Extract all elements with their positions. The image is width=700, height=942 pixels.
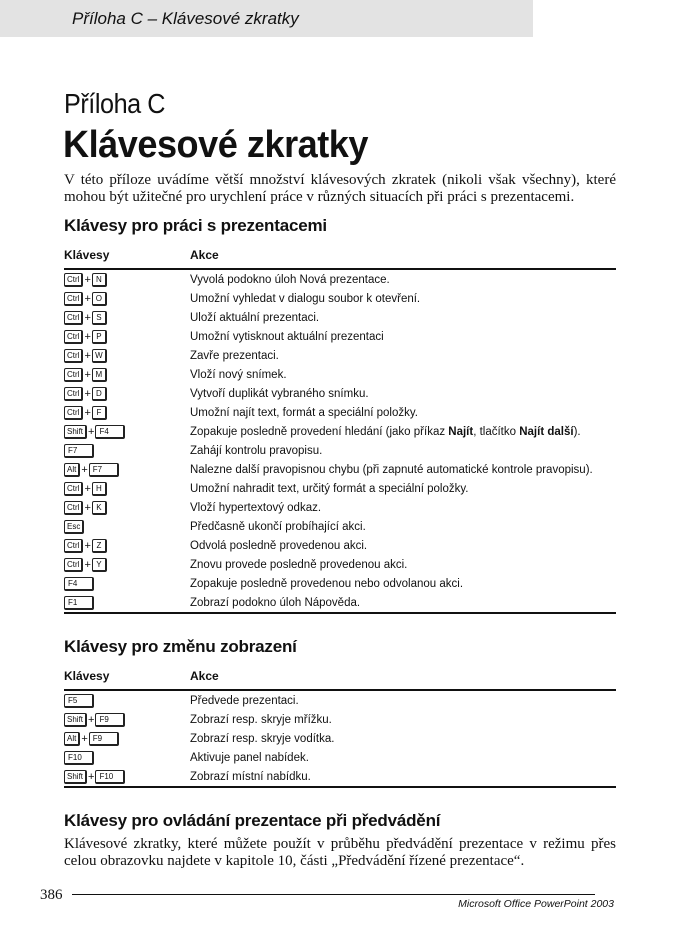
plus-sign: + bbox=[88, 425, 95, 438]
running-header bbox=[0, 0, 533, 37]
keycap-h: H bbox=[92, 482, 107, 496]
keycap-shift: Shift bbox=[64, 770, 87, 784]
table-row bbox=[64, 710, 616, 729]
table-row bbox=[64, 691, 616, 710]
keycap-ctrl: Ctrl bbox=[64, 387, 83, 401]
keycap-f7: F7 bbox=[64, 444, 94, 458]
shortcut-keys bbox=[64, 444, 190, 458]
table-row bbox=[64, 270, 616, 289]
running-header-text: Příloha C – Klávesové zkratky bbox=[72, 9, 299, 28]
keycap-p: P bbox=[92, 330, 107, 344]
keycap-f9: F9 bbox=[95, 713, 125, 727]
keycap-f10: F10 bbox=[64, 751, 94, 765]
table-row bbox=[64, 327, 616, 346]
keycap-shift: Shift bbox=[64, 713, 87, 727]
shortcut-keys bbox=[64, 368, 190, 382]
shortcut-keys bbox=[64, 713, 190, 727]
keycap-f7: F7 bbox=[89, 463, 119, 477]
keycap-alt: Alt bbox=[64, 732, 80, 746]
table-row bbox=[64, 441, 616, 460]
table-row bbox=[64, 346, 616, 365]
table-body bbox=[64, 270, 616, 614]
command-name: Najít bbox=[448, 425, 474, 438]
shortcut-keys bbox=[64, 349, 190, 363]
shortcut-keys bbox=[64, 751, 190, 765]
table-row bbox=[64, 729, 616, 748]
keycap-d: D bbox=[92, 387, 107, 401]
plus-sign: + bbox=[84, 292, 91, 305]
shortcut-keys bbox=[64, 425, 190, 439]
keycap-ctrl: Ctrl bbox=[64, 349, 83, 363]
keycap-o: O bbox=[92, 292, 107, 306]
table-row bbox=[64, 289, 616, 308]
table-row bbox=[64, 593, 616, 612]
table-row bbox=[64, 403, 616, 422]
keycap-s: S bbox=[92, 311, 107, 325]
shortcut-keys bbox=[64, 311, 190, 325]
keycap-f4: F4 bbox=[95, 425, 125, 439]
footer-book-title: Microsoft Office PowerPoint 2003 bbox=[458, 898, 614, 910]
table-body bbox=[64, 691, 616, 788]
action-text: Předčasně ukončí probíhající akci. bbox=[190, 520, 366, 533]
action-text: Umožní vytisknout aktuální prezentaci bbox=[190, 330, 384, 343]
action-text: Zahájí kontrolu pravopisu. bbox=[190, 444, 323, 457]
shortcut-keys bbox=[64, 539, 190, 553]
action-text: Předvede prezentaci. bbox=[190, 694, 299, 707]
keycap-w: W bbox=[92, 349, 107, 363]
table-row bbox=[64, 384, 616, 403]
keycap-ctrl: Ctrl bbox=[64, 273, 83, 287]
shortcut-keys bbox=[64, 694, 190, 708]
action-text: Zobrazí resp. skryje vodítka. bbox=[190, 732, 335, 745]
section-heading-slideshow: Klávesy pro ovládání prezentace při předvádění bbox=[64, 811, 441, 830]
action-text: Zopakuje posledně provedení hledání (jako příkaz Najít, tlačítko Najít další). bbox=[190, 425, 581, 438]
keycap-f5: F5 bbox=[64, 694, 94, 708]
keycap-ctrl: Ctrl bbox=[64, 501, 83, 515]
action-text: Znovu provede posledně provedenou akci. bbox=[190, 558, 408, 571]
plus-sign: + bbox=[84, 311, 91, 324]
action-text: Zopakuje posledně provedenou nebo odvolanou akci. bbox=[190, 577, 464, 590]
plus-sign: + bbox=[84, 501, 91, 514]
action-text: Zobrazí podokno úloh Nápověda. bbox=[190, 596, 361, 609]
plus-sign: + bbox=[84, 482, 91, 495]
keycap-m: M bbox=[92, 368, 107, 382]
plus-sign: + bbox=[84, 330, 91, 343]
table-row bbox=[64, 365, 616, 384]
command-name: Najít další bbox=[519, 425, 574, 438]
table-row bbox=[64, 308, 616, 327]
page-number: 386 bbox=[40, 887, 63, 903]
keycap-ctrl: Ctrl bbox=[64, 292, 83, 306]
footer-divider bbox=[72, 894, 595, 895]
keycap-shift: Shift bbox=[64, 425, 87, 439]
plus-sign: + bbox=[84, 273, 91, 286]
shortcut-keys bbox=[64, 463, 190, 477]
plus-sign: + bbox=[84, 539, 91, 552]
keycap-k: K bbox=[92, 501, 107, 515]
shortcut-keys bbox=[64, 330, 190, 344]
plus-sign: + bbox=[84, 387, 91, 400]
action-text: Aktivuje panel nabídek. bbox=[190, 751, 309, 764]
table-row bbox=[64, 536, 616, 555]
intro-paragraph: V této příloze uvádíme větší množství klávesových zkratek (nikoli však všechny), které mohou být užitečné pro urychlení práce v různých situacích při práci s prezentacemi. bbox=[64, 172, 616, 205]
action-text: Zavře prezentaci. bbox=[190, 349, 279, 362]
shortcut-keys bbox=[64, 732, 190, 746]
table-row bbox=[64, 498, 616, 517]
keycap-ctrl: Ctrl bbox=[64, 368, 83, 382]
action-text: Vloží nový snímek. bbox=[190, 368, 287, 381]
action-text: Vyvolá podokno úloh Nová prezentace. bbox=[190, 273, 390, 286]
column-header-keys: Klávesy bbox=[64, 248, 110, 262]
table-row bbox=[64, 422, 616, 441]
shortcut-keys bbox=[64, 292, 190, 306]
action-text: Uloží aktuální prezentaci. bbox=[190, 311, 320, 324]
table-row bbox=[64, 555, 616, 574]
shortcut-keys bbox=[64, 596, 190, 610]
action-text: Zobrazí resp. skryje mřížku. bbox=[190, 713, 332, 726]
keycap-alt: Alt bbox=[64, 463, 80, 477]
plus-sign: + bbox=[84, 349, 91, 362]
action-text: Nalezne další pravopisnou chybu (při zapnuté automatické kontrole pravopisu). bbox=[190, 463, 593, 476]
keycap-ctrl: Ctrl bbox=[64, 406, 83, 420]
plus-sign: + bbox=[84, 558, 91, 571]
action-text: Umožní nahradit text, určitý formát a speciální položky. bbox=[190, 482, 469, 495]
plus-sign: + bbox=[88, 713, 95, 726]
plus-sign: + bbox=[88, 770, 95, 783]
shortcut-keys bbox=[64, 482, 190, 496]
shortcut-keys bbox=[64, 406, 190, 420]
keycap-n: N bbox=[92, 273, 107, 287]
column-header-action: Akce bbox=[190, 669, 219, 683]
action-text: Vytvoří duplikát vybraného snímku. bbox=[190, 387, 369, 400]
table-row bbox=[64, 460, 616, 479]
shortcut-keys bbox=[64, 387, 190, 401]
table-row bbox=[64, 517, 616, 536]
shortcut-keys bbox=[64, 520, 190, 534]
keycap-ctrl: Ctrl bbox=[64, 311, 83, 325]
shortcut-keys bbox=[64, 501, 190, 515]
action-text: Vloží hypertextový odkaz. bbox=[190, 501, 322, 514]
action-text: Odvolá posledně provedenou akci. bbox=[190, 539, 368, 552]
shortcut-keys bbox=[64, 558, 190, 572]
keycap-f: F bbox=[92, 406, 107, 420]
keycap-f9: F9 bbox=[89, 732, 119, 746]
slideshow-paragraph: Klávesové zkratky, které můžete použít v průběhu předvádění prezentace v režimu přes celou obrazovku najdete v kapitole 10, části „Předvádění řízené prezentace“. bbox=[64, 836, 616, 869]
action-text: Umožní najít text, formát a speciální položky. bbox=[190, 406, 418, 419]
shortcut-keys bbox=[64, 273, 190, 287]
keycap-ctrl: Ctrl bbox=[64, 539, 83, 553]
keycap-f10: F10 bbox=[95, 770, 125, 784]
appendix-label: Příloha C bbox=[64, 88, 165, 119]
column-header-action: Akce bbox=[190, 248, 219, 262]
page-title: Klávesové zkratky bbox=[63, 124, 369, 166]
section-heading-view: Klávesy pro změnu zobrazení bbox=[64, 637, 297, 656]
plus-sign: + bbox=[84, 406, 91, 419]
action-text: Zobrazí místní nabídku. bbox=[190, 770, 311, 783]
plus-sign: + bbox=[81, 463, 88, 476]
shortcut-keys bbox=[64, 577, 190, 591]
keycap-esc: Esc bbox=[64, 520, 84, 534]
column-header-keys: Klávesy bbox=[64, 669, 110, 683]
keycap-y: Y bbox=[92, 558, 107, 572]
shortcuts-table-presentations bbox=[64, 248, 616, 614]
shortcut-keys bbox=[64, 770, 190, 784]
table-row bbox=[64, 574, 616, 593]
keycap-z: Z bbox=[92, 539, 107, 553]
table-row bbox=[64, 767, 616, 786]
table-row bbox=[64, 748, 616, 767]
keycap-f4: F4 bbox=[64, 577, 94, 591]
shortcuts-table-view bbox=[64, 669, 616, 788]
keycap-ctrl: Ctrl bbox=[64, 482, 83, 496]
plus-sign: + bbox=[84, 368, 91, 381]
keycap-f1: F1 bbox=[64, 596, 94, 610]
plus-sign: + bbox=[81, 732, 88, 745]
table-header bbox=[64, 669, 616, 691]
table-header bbox=[64, 248, 616, 270]
table-row bbox=[64, 479, 616, 498]
section-heading-presentations: Klávesy pro práci s prezentacemi bbox=[64, 216, 327, 235]
keycap-ctrl: Ctrl bbox=[64, 558, 83, 572]
action-text: Umožní vyhledat v dialogu soubor k otevření. bbox=[190, 292, 421, 305]
keycap-ctrl: Ctrl bbox=[64, 330, 83, 344]
